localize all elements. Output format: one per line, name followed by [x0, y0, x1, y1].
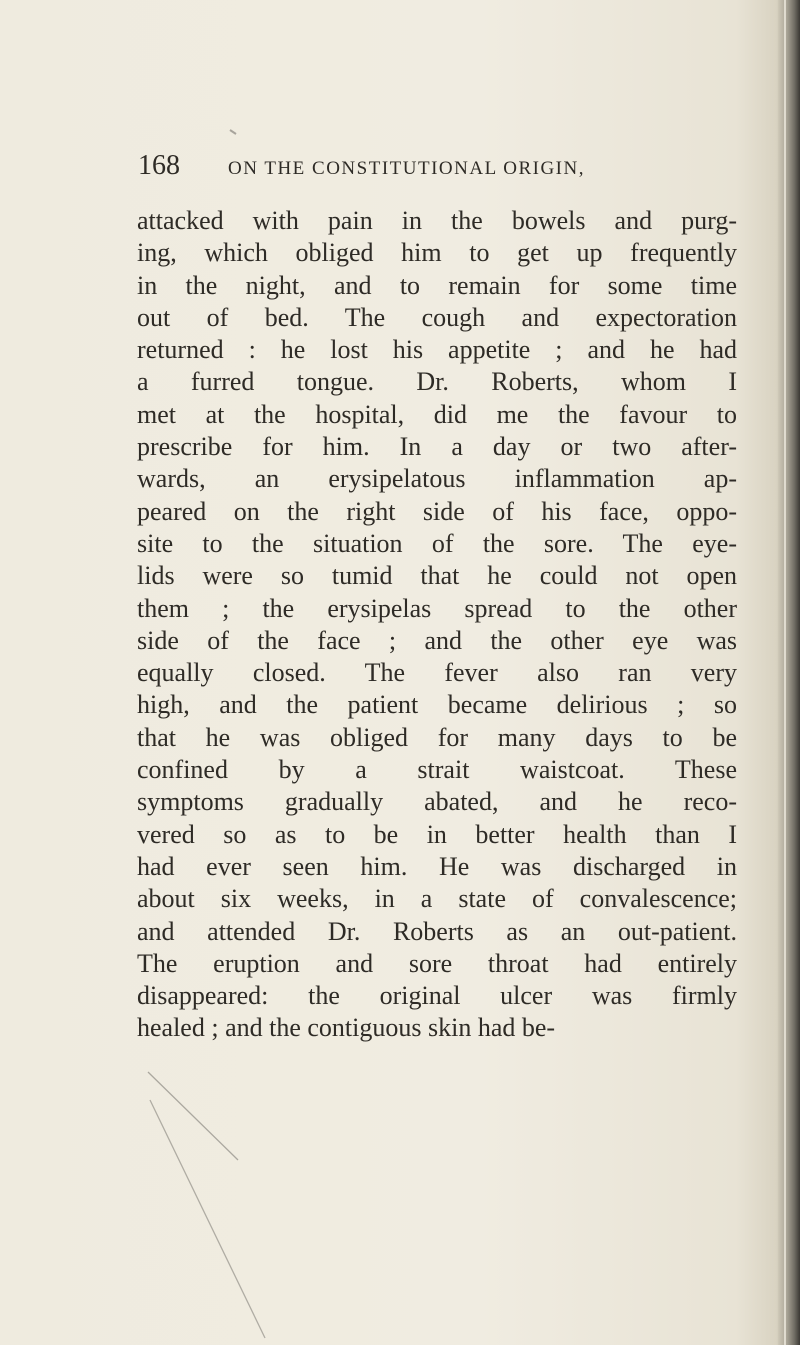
text-line: disappeared: the original ulcer was firmly [137, 981, 737, 1011]
running-head-title: ON THE CONSTITUTIONAL ORIGIN, [228, 158, 585, 179]
text-line: peared on the right side of his face, oppo- [137, 496, 737, 526]
text-line: and attended Dr. Roberts as an out-patient. [137, 916, 737, 946]
text-line: a furred tongue. Dr. Roberts, whom I [137, 367, 737, 397]
text-line: healed ; and the contiguous skin had be- [137, 1013, 556, 1043]
pencil-stroke-lower [150, 1100, 265, 1338]
page-edge-shadow [778, 0, 800, 1345]
text-line: out of bed. The cough and expectoration [137, 302, 737, 332]
text-line: ing, which obliged him to get up frequently [137, 238, 737, 268]
text-line: that he was obliged for many days to be [137, 722, 737, 752]
text-line: symptoms gradually abated, and he reco- [137, 787, 737, 817]
text-line: The eruption and sore throat had entirely [137, 948, 737, 978]
text-line: had ever seen him. He was discharged in [137, 851, 737, 881]
text-line: site to the situation of the sore. The eye- [137, 528, 737, 558]
text-line: equally closed. The fever also ran very [137, 658, 737, 688]
page-number: 168 [138, 150, 180, 181]
text-line: confined by a strait waistcoat. These [137, 755, 737, 785]
text-line: lids were so tumid that he could not open [137, 561, 737, 591]
text-line: returned : he lost his appetite ; and he had [137, 335, 737, 365]
text-line: wards, an erysipelatous inflammation ap- [137, 464, 737, 494]
text-line: met at the hospital, did me the favour to [137, 399, 737, 429]
pencil-stroke-upper [148, 1072, 238, 1160]
text-line: vered so as to be in better health than I [137, 819, 737, 849]
margin-tick [230, 130, 236, 134]
text-line: in the night, and to remain for some time [137, 270, 737, 300]
text-line: about six weeks, in a state of convalescence; [137, 884, 737, 914]
text-line: high, and the patient became delirious ; so [137, 690, 737, 720]
text-line: prescribe for him. In a day or two after- [137, 432, 737, 462]
body-text [137, 205, 737, 1045]
text-line: side of the face ; and the other eye was [137, 625, 737, 655]
running-head [138, 150, 738, 186]
text-line: them ; the erysipelas spread to the other [137, 593, 737, 623]
text-line: attacked with pain in the bowels and purg- [137, 206, 737, 235]
